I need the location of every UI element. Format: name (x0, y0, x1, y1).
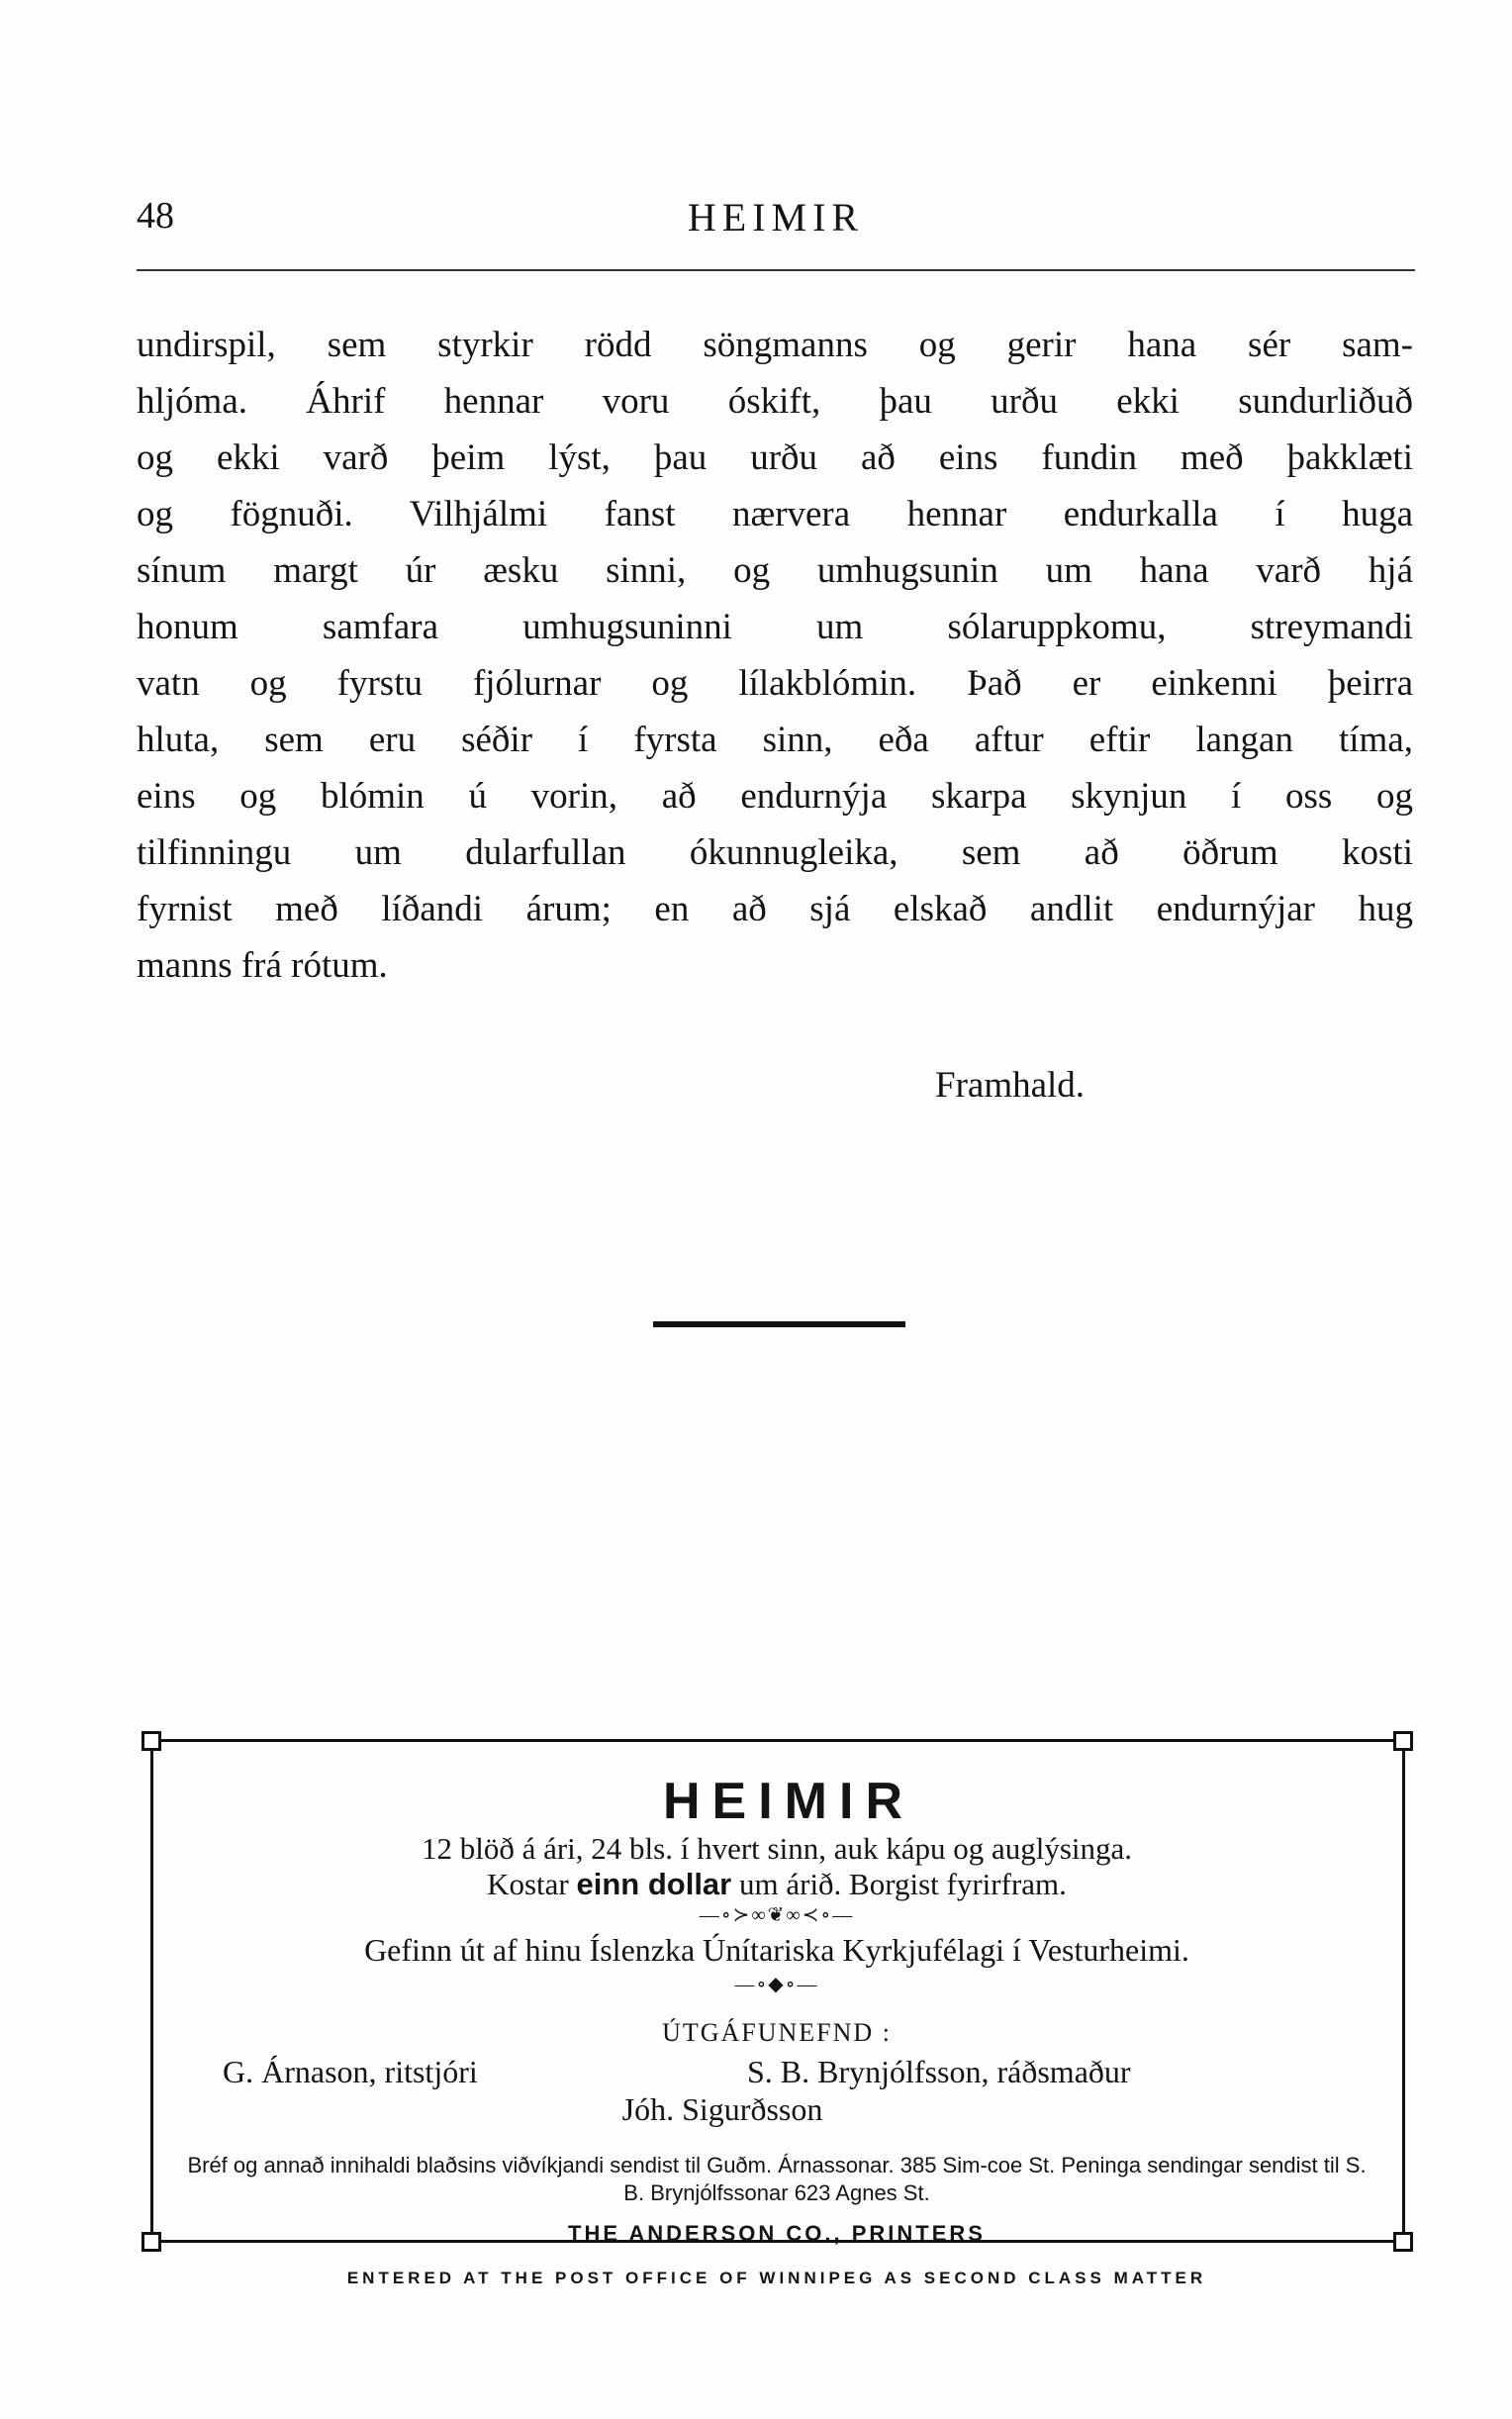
body-line: og fögnuði. Vilhjálmi fanst nærvera hennar endurkalla í huga (137, 494, 1413, 534)
ornament-divider-small: —∘◆∘— (734, 1974, 819, 1995)
article-body (137, 317, 1413, 994)
page-header (137, 194, 1415, 253)
corner-ornament (142, 2232, 161, 2252)
body-line: sínum margt úr æsku sinni, og umhugsunin um hana varð hjá (137, 550, 1413, 591)
price-info (163, 1867, 1390, 1902)
corner-ornament (142, 1731, 161, 1751)
postal-notice: ENTERED AT THE POST OFFICE OF WINNIPEG AS SECOND CLASS MATTER (346, 2269, 1207, 2287)
masthead-border-right (1402, 1739, 1405, 2240)
correspondence-info: Bréf og annað innihaldi blaðsins viðvíkjandi sendist til Guðm. Árnassonar. 385 Sim-coe St. Peninga sendingar sendist til S. B. Brynjólfssonar 623 Agnes St. (187, 2153, 1367, 2205)
ornament-divider: —∘≻∞❦∞≺∘— (699, 1904, 855, 1926)
corner-ornament (1393, 1731, 1413, 1751)
masthead-border-left (150, 1739, 153, 2240)
body-line: og ekki varð þeim lýst, þau urðu að eins fundin með þakklæti (137, 437, 1413, 478)
committee-row (163, 2053, 1390, 2090)
body-line: honum samfara umhugsuninni um sólaruppkomu, streymandi (137, 607, 1413, 647)
manager-name: S. B. Brynjólfsson, ráðsmaður (747, 2054, 1131, 2089)
corner-ornament (1393, 2232, 1413, 2252)
price-suffix: um árið. Borgist fyrirfram. (739, 1867, 1067, 1901)
body-line: undirspil, sem styrkir rödd söngmanns og gerir hana sér sam- (137, 325, 1413, 365)
body-line: hluta, sem eru séðir í fyrsta sinn, eða aftur eftir langan tíma, (137, 720, 1413, 760)
printer-credit: THE ANDERSON CO., PRINTERS (568, 2221, 986, 2246)
body-line-last: manns frá rótum. (137, 945, 388, 986)
masthead-border-top (160, 1739, 1393, 1742)
body-line: hljóma. Áhrif hennar voru óskift, þau urðu ekki sundurliðuð (137, 381, 1413, 422)
price-amount: einn dollar (576, 1867, 732, 1901)
publisher-line: Gefinn út af hinu Íslenzka Únítariska Kyrkjufélagi í Vesturheimi. (364, 1932, 1189, 1968)
body-line: tilfinningu um dularfullan ókunnugleika, sem að öðrum kosti (137, 832, 1413, 873)
body-line: eins og blómin ú vorin, að endurnýja skarpa skynjun í oss og (137, 776, 1413, 817)
section-divider (653, 1321, 905, 1327)
editor-name: G. Árnason, ritstjóri (223, 2054, 478, 2089)
committee-heading: ÚTGÁFUNEFND : (662, 2018, 892, 2047)
continued-note: Framhald. (935, 1065, 1086, 1106)
masthead-title: HEIMIR (663, 1773, 914, 1830)
masthead-box (163, 1772, 1390, 2247)
subscription-info: 12 blöð á ári, 24 bls. í hvert sinn, auk kápu og auglýsinga. (421, 1831, 1133, 1866)
running-title: HEIMIR (687, 195, 865, 240)
price-prefix: Kostar (487, 1867, 569, 1901)
body-line: vatn og fyrstu fjólurnar og lílakblómin. Það er einkenni þeirra (137, 663, 1413, 704)
body-line: fyrnist með líðandi árum; en að sjá elskað andlit endurnýjar hug (137, 889, 1413, 929)
committee-member: Jóh. Sigurðsson (621, 2091, 823, 2127)
header-rule (137, 269, 1415, 271)
page-number: 48 (137, 195, 174, 237)
